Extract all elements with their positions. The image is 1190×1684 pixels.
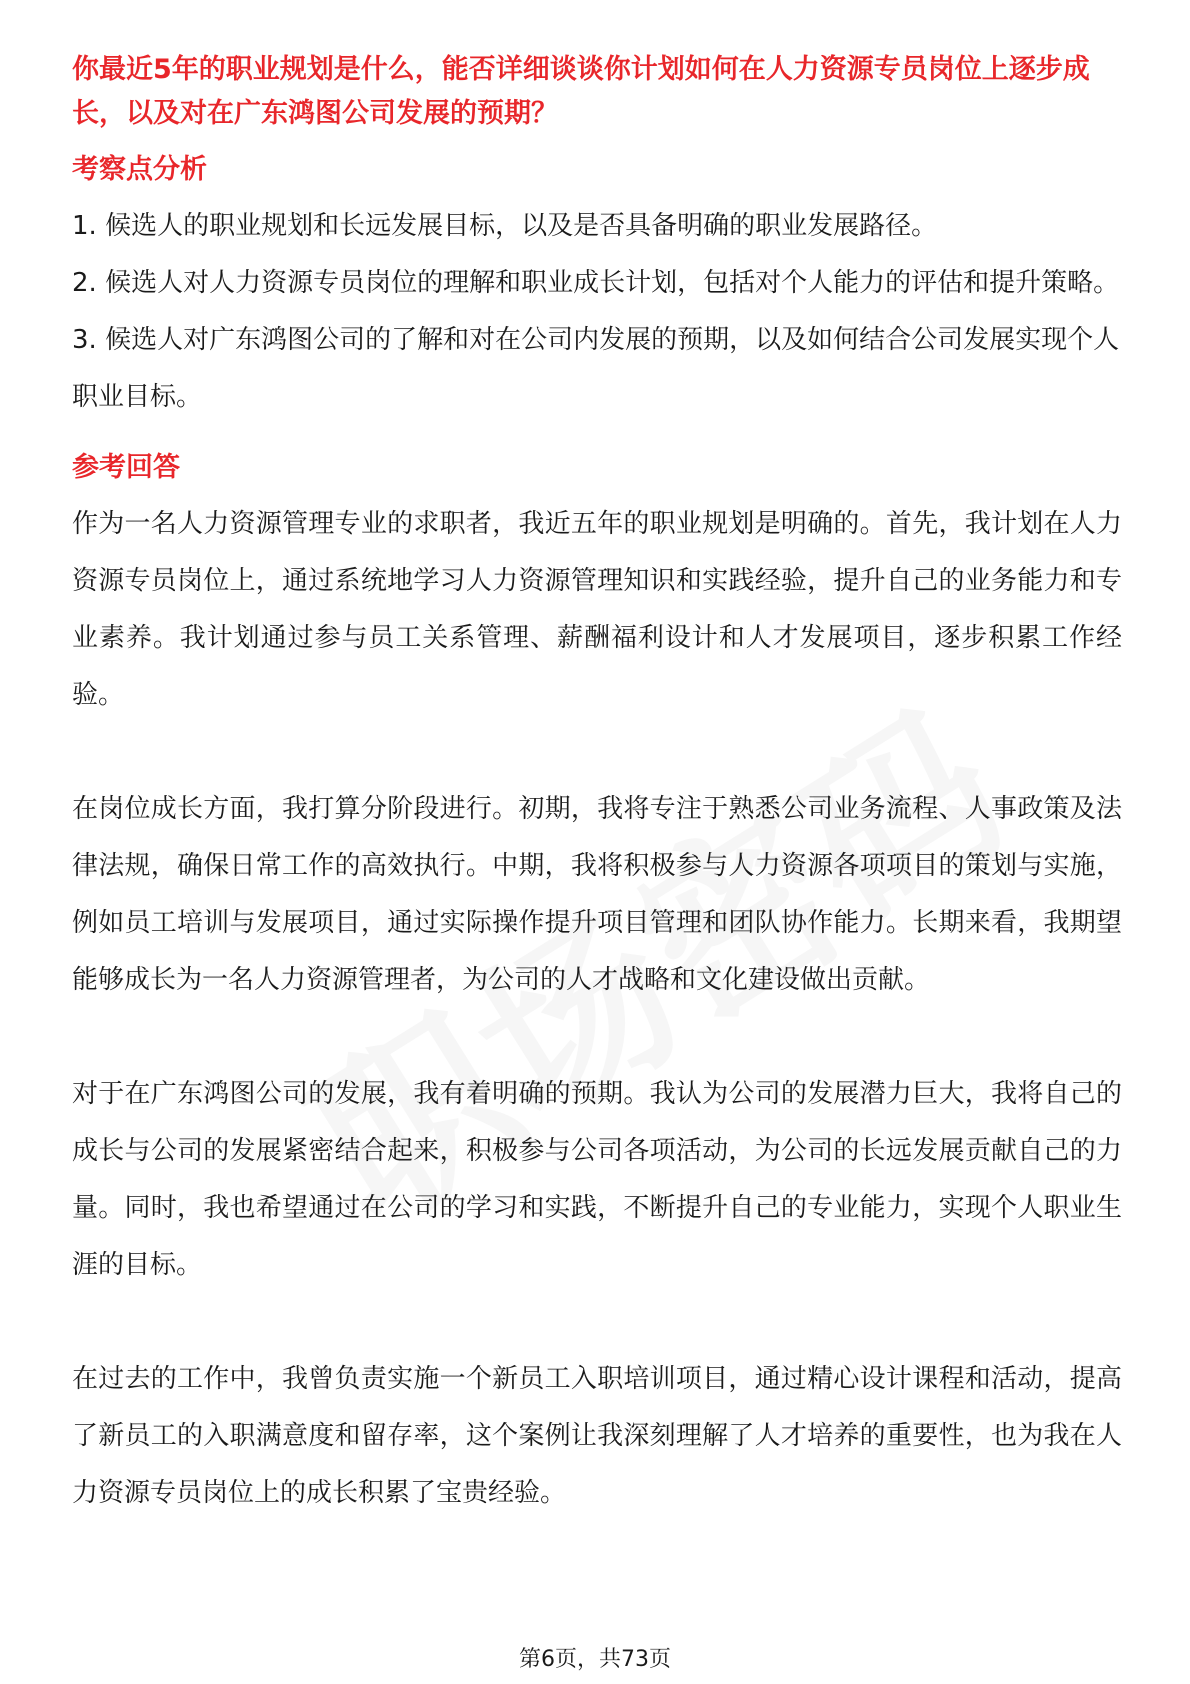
page-number: 第6页，共73页 xyxy=(519,1647,671,1672)
analysis-item: 2. 候选人对人力资源专员岗位的理解和职业成长计划，包括对个人能力的评估和提升策略。 xyxy=(72,268,1120,298)
answer-paragraph: 在岗位成长方面，我打算分阶段进行。初期，我将专注于熟悉公司业务流程、人事政策及法律法规，确保日常工作的高效执行。中期，我将积极参与人力资源各项项目的策划与实施，例如员工培训与发展项目，通过实际操作提升项目管理和团队协作能力。长期来看，我期望能够成长为一名人力资源管理者，为公司的人才战略和文化建设做出贡献。 xyxy=(72,794,1122,995)
answer-body xyxy=(72,496,1122,1522)
analysis-list xyxy=(72,198,1122,426)
question-heading: 你最近5年的职业规划是什么，能否详细谈谈你计划如何在人力资源专员岗位上逐步成长，以及对在广东鸿图公司发展的预期？ xyxy=(72,54,1090,129)
answer-paragraph: 作为一名人力资源管理专业的求职者，我近五年的职业规划是明确的。首先，我计划在人力资源专员岗位上，通过系统地学习人力资源管理知识和实践经验，提升自己的业务能力和专业素养。我计划通过参与员工关系管理、薪酬福利设计和人才发展项目，逐步积累工作经验。 xyxy=(72,509,1122,710)
document-page xyxy=(72,48,1122,1522)
answer-paragraph: 在过去的工作中，我曾负责实施一个新员工入职培训项目，通过精心设计课程和活动，提高了新员工的入职满意度和留存率，这个案例让我深刻理解了人才培养的重要性，也为我在人力资源专员岗位上的成长积累了宝贵经验。 xyxy=(72,1364,1122,1508)
answer-title: 参考回答 xyxy=(72,452,180,483)
analysis-item: 1. 候选人的职业规划和长远发展目标，以及是否具备明确的职业发展路径。 xyxy=(72,211,938,241)
analysis-title: 考察点分析 xyxy=(72,154,207,185)
answer-paragraph: 对于在广东鸿图公司的发展，我有着明确的预期。我认为公司的发展潜力巨大，我将自己的成长与公司的发展紧密结合起来，积极参与公司各项活动，为公司的长远发展贡献自己的力量。同时，我也希望通过在公司的学习和实践，不断提升自己的专业能力，实现个人职业生涯的目标。 xyxy=(72,1079,1122,1280)
analysis-item: 3. 候选人对广东鸿图公司的了解和对在公司内发展的预期，以及如何结合公司发展实现个人职业目标。 xyxy=(72,325,1120,412)
